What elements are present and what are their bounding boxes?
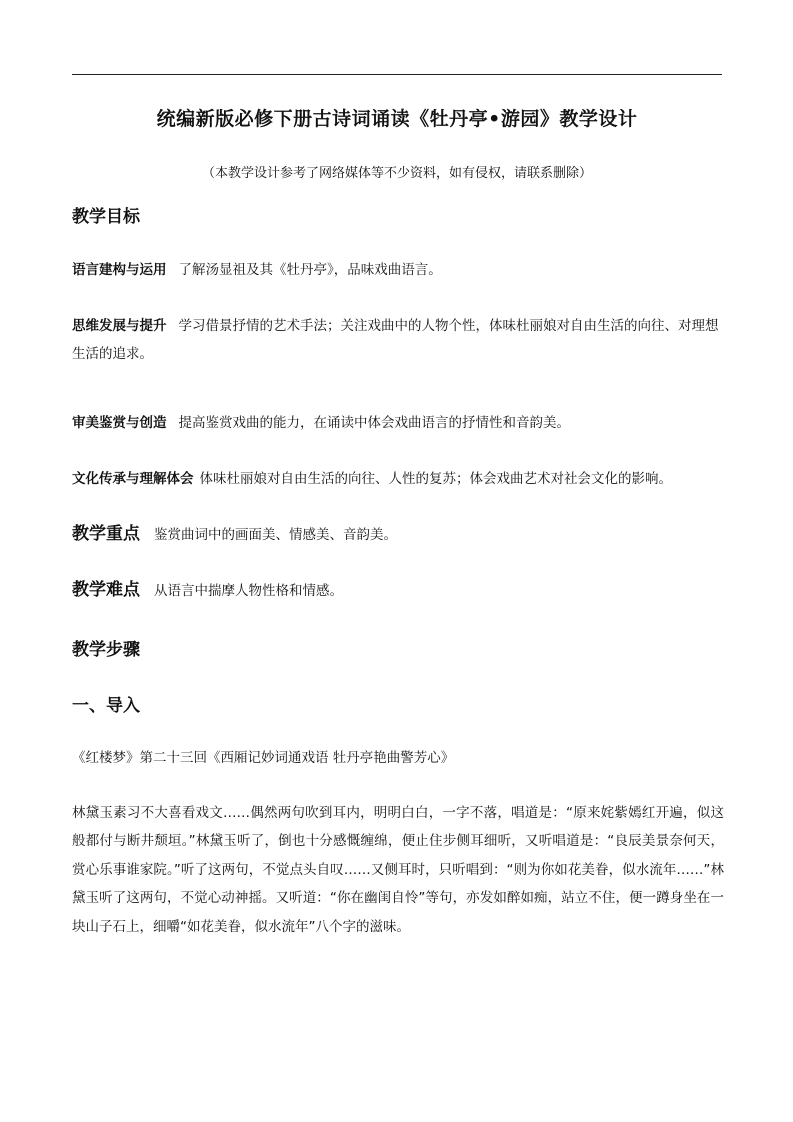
goal-label: 审美鉴赏与创造 — [72, 415, 167, 431]
goal-text: 了解汤显祖及其《牡丹亭》，品味戏曲语言。 — [178, 262, 442, 278]
goal-label: 文化传承与理解体会 — [72, 471, 194, 487]
goal-language — [72, 256, 724, 284]
copyright-note: （本教学设计参考了网络媒体等不少资料，如有侵权，请联系删除） — [201, 166, 592, 181]
difficult-points — [72, 576, 724, 605]
goal-thinking — [72, 312, 724, 368]
steps-heading: 教学步骤 — [72, 640, 140, 660]
goal-text: 提高鉴赏戏曲的能力，在诵读中体会戏曲语言的抒情性和音韵美。 — [178, 415, 570, 431]
goals-heading: 教学目标 — [72, 207, 140, 227]
goal-aesthetic — [72, 409, 724, 437]
section-intro-heading: 一、导入 — [72, 696, 140, 716]
goal-text: 体味杜丽娘对自由生活的向往、人性的复苏；体会戏曲艺术对社会文化的影响。 — [199, 471, 672, 487]
goal-label: 语言建构与运用 — [72, 262, 167, 278]
goal-culture — [72, 465, 724, 493]
header-rule — [72, 74, 722, 75]
key-points — [72, 520, 724, 549]
document-title: 统编新版必修下册古诗词诵读《牡丹亭•游园》教学设计 — [156, 108, 638, 130]
key-points-label: 教学重点 — [72, 524, 140, 544]
key-points-text: 鉴赏曲词中的画面美、情感美、音韵美。 — [154, 527, 397, 543]
goal-text: 学习借景抒情的艺术手法；关注戏曲中的人物个性，体味杜丽娘对自由生活的向往、对理想生活的追求。 — [72, 318, 719, 362]
goal-label: 思维发展与提升 — [72, 318, 167, 334]
quote-title: 《红楼梦》第二十三回《西厢记妙词通戏语 牡丹亭艳曲警芳心》 — [72, 750, 455, 766]
difficult-points-text: 从语言中揣摩人物性格和情感。 — [154, 583, 343, 599]
quote-paragraph: 林黛玉素习不大喜看戏文……偶然两句吹到耳内，明明白白，一字不落，唱道是：“原来姹紫嫣红开遍，似这般都付与断井颓垣。”林黛玉听了，倒也十分感慨缠绵，便止住步侧耳细听，又听唱道是：“良辰美景奈何天，赏心乐事谁家院。”听了这两句，不觉点头自叹……又侧耳时，只听唱到：“则为你如花美眷，似水流年……”林黛玉听了这两句，不觉心动神摇。又听道：“你在幽闺自怜”等句，亦发如醉如痴，站立不住，便一蹲身坐在一块山子石上，细嚼“如花美眷，似水流年”八个字的滋味。 — [72, 805, 724, 935]
difficult-points-label: 教学难点 — [72, 580, 140, 600]
